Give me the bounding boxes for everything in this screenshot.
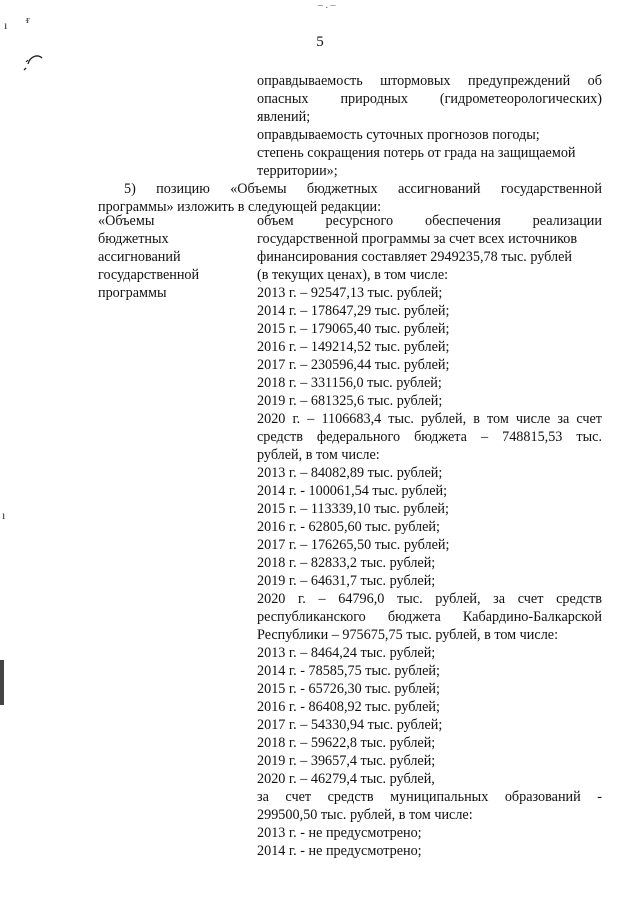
right-text-line: (в текущих ценах), в том числе: [257,267,449,283]
right-text-line: рублей, в том числе: [257,447,380,463]
margin-mark: ᵲ [26,14,30,26]
right-text-line: государственной программы за счет всех источников [257,231,578,247]
right-text-line: 2019 г. – 681325,6 тыс. рублей; [257,393,443,409]
right-text-line: 2018 г. – 59622,8 тыс. рублей; [257,735,436,751]
label-line: программы [98,285,167,301]
text-line: оправдываемость суточных прогнозов погоды; [257,127,540,143]
text-line: явлений; [257,109,311,125]
right-text-line: 2018 г. – 331156,0 тыс. рублей; [257,375,442,391]
item-5-line: 5) позицию «Объемы бюджетных ассигнований государственной [124,181,602,197]
label-line: бюджетных [98,231,169,247]
right-text-line: 2014 г. – 178647,29 тыс. рублей; [257,303,450,319]
header-mark: – . – [318,0,336,11]
right-text-line: 2017 г. – 176265,50 тыс. рублей; [257,537,450,553]
right-text-line: 2016 г. – 149214,52 тыс. рублей; [257,339,450,355]
right-text-line: 2020 г. – 1106683,4 тыс. рублей, в том числе за счет [257,411,602,427]
right-text-line: 2015 г. – 179065,40 тыс. рублей; [257,321,450,337]
right-text-line: 2017 г. – 54330,94 тыс. рублей; [257,717,443,733]
item-5-line: программы» изложить в следующей редакции: [98,199,382,215]
right-text-line: 2015 г. - 65726,30 тыс. рублей; [257,681,440,697]
pen-scribble-icon [20,50,46,78]
right-text-line: 2018 г. – 82833,2 тыс. рублей; [257,555,436,571]
right-text-line: 299500,50 тыс. рублей, в том числе: [257,807,473,823]
text-line: опасных природных (гидрометеорологических) [257,91,602,107]
right-text-line: 2014 г. - 100061,54 тыс. рублей; [257,483,448,499]
text-line: степень сокращения потерь от града на защищаемой [257,145,576,161]
right-text-line: 2020 г. – 46279,4 тыс. рублей, [257,771,435,787]
right-text-line: Республики – 975675,75 тыс. рублей, в том числе: [257,627,559,643]
right-text-line: 2013 г. – 92547,13 тыс. рублей; [257,285,443,301]
right-text-line: 2016 г. - 62805,60 тыс. рублей; [257,519,440,535]
page-number: 5 [316,34,324,50]
right-text-line: средств федерального бюджета – 748815,53 тыс. [257,429,602,445]
margin-mark: ı [4,18,8,32]
right-text-line: 2019 г. – 39657,4 тыс. рублей; [257,753,436,769]
text-line: территории»; [257,163,338,179]
label-line: ассигнований [98,249,181,265]
margin-mark: ı [2,508,6,522]
right-text-line: 2016 г. - 86408,92 тыс. рублей; [257,699,440,715]
right-text-line: 2013 г. - не предусмотрено; [257,825,422,841]
label-line: «Объемы [98,213,155,229]
table-left-label [98,212,199,302]
right-text-line: объем ресурсного обеспечения реализации [257,213,602,229]
right-text-line: финансирования составляет 2949235,78 тыс. рублей [257,249,572,265]
right-text-line: за счет средств муниципальных образований - [257,789,602,805]
right-text-line: 2014 г. - не предусмотрено; [257,843,422,859]
right-text-line: 2020 г. – 64796,0 тыс. рублей, за счет средств [257,591,602,607]
right-text-line: 2013 г. – 8464,24 тыс. рублей; [257,645,436,661]
right-text-line: 2013 г. – 84082,89 тыс. рублей; [257,465,443,481]
right-text-line: республиканского бюджета Кабардино-Балкарской [257,609,602,625]
right-text-line: 2015 г. – 113339,10 тыс. рублей; [257,501,449,517]
right-text-line: 2017 г. – 230596,44 тыс. рублей; [257,357,450,373]
margin-bar [0,660,4,705]
right-text-line: 2019 г. – 64631,7 тыс. рублей; [257,573,436,589]
text-line: оправдываемость штормовых предупреждений об [257,73,602,89]
right-text-line: 2014 г. - 78585,75 тыс. рублей; [257,663,440,679]
label-line: государственной [98,267,200,283]
